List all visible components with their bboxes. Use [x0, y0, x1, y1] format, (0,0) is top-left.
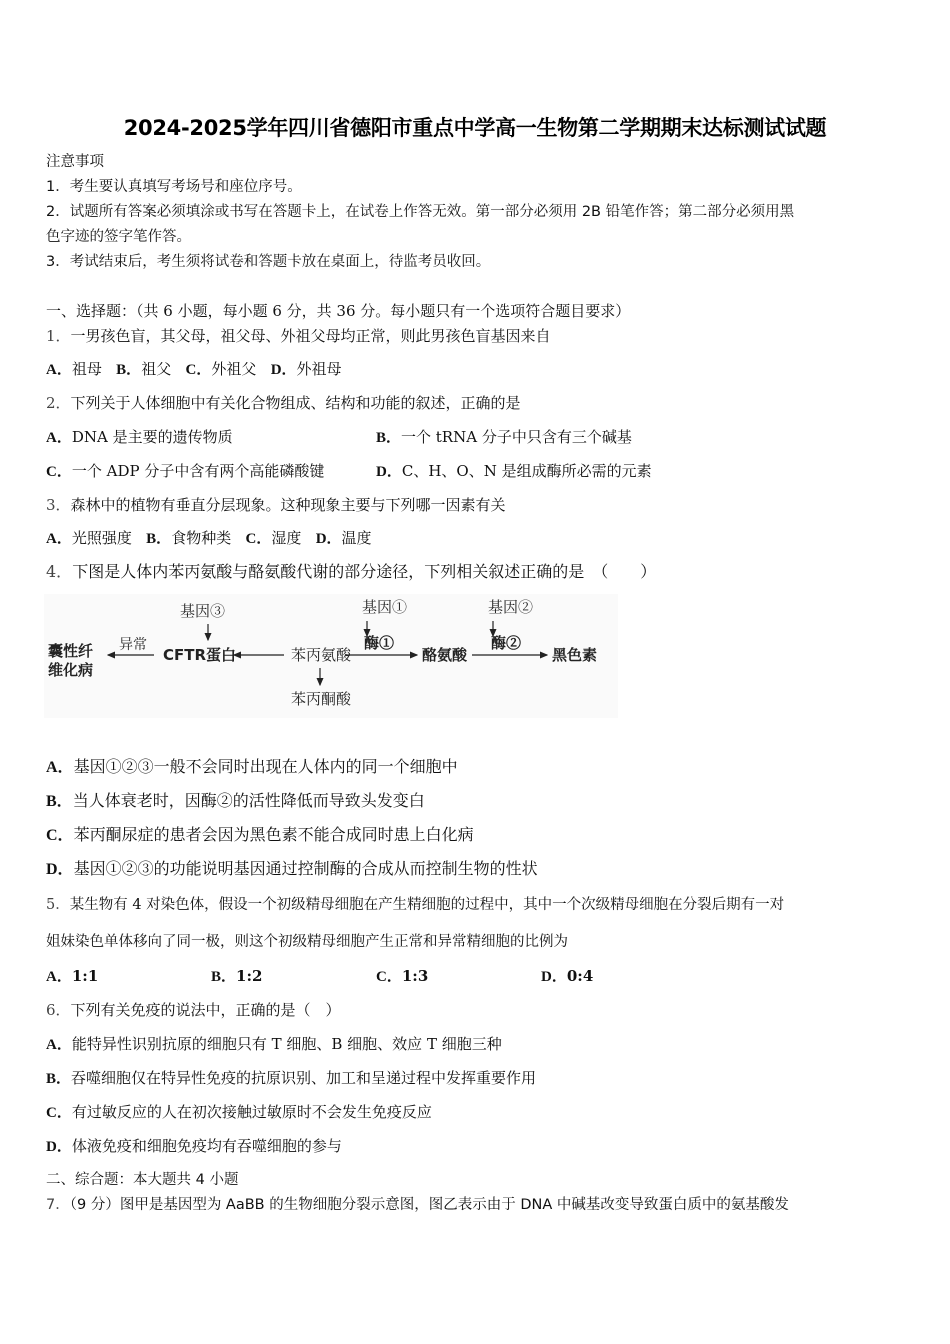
option-b: B．食物种类: [146, 529, 232, 547]
gene-2-label: 基因②: [488, 598, 534, 616]
notice-item-3: 3．考试结束后，考生须将试卷和答题卡放在桌面上，待监考员收回。: [46, 254, 491, 270]
question-5-option-a: A．1:1: [46, 967, 99, 985]
disease-label-line1: 囊性纤: [48, 642, 94, 660]
question-number: 3．: [46, 496, 71, 514]
option-c: C．外祖父: [185, 360, 257, 378]
notice-item-2-cont: 色字迹的签字笔作答。: [46, 229, 191, 245]
section-1-heading: 一、选择题：（共 6 小题，每小题 6 分，共 36 分。每小题只有一个选项符合题目要求）: [46, 302, 631, 320]
question-6-option-d: D．体液免疫和细胞免疫均有吞噬细胞的参与: [46, 1137, 342, 1155]
page-title: 2024-2025学年四川省德阳市重点中学高一生物第二学期期末达标测试试题: [123, 116, 827, 140]
notice-item-1: 1．考生要认真填写考场号和座位序号。: [46, 179, 302, 195]
enzyme-2-label: 酶②: [491, 634, 522, 652]
question-3-stem: [46, 495, 506, 515]
enzyme-1-label: 酶①: [364, 634, 395, 652]
metabolic-pathway-diagram: [44, 594, 618, 718]
question-5-stem-line2: 姐妹染色单体移向了同一极，则这个初级精母细胞产生正常和异常精细胞的比例为: [46, 934, 568, 950]
question-6-option-c: C．有过敏反应的人在初次接触过敏原时不会发生免疫反应: [46, 1103, 432, 1121]
question-4-option-a: A．基因①②③一般不会同时出现在人体内的同一个细胞中: [46, 757, 458, 776]
question-4-option-d: D．基因①②③的功能说明基因通过控制酶的合成从而控制生物的性状: [46, 859, 538, 878]
question-text: 森林中的植物有垂直分层现象。这种现象主要与下列哪一因素有关: [70, 496, 506, 514]
question-number: 1．: [46, 327, 71, 345]
question-number: 2．: [46, 394, 71, 412]
question-5-stem-line1: [46, 895, 784, 915]
abnormal-label: 异常: [119, 637, 147, 653]
option-b: B．祖父: [116, 360, 172, 378]
option-d: D．温度: [315, 529, 372, 547]
phenylpyruvic-acid-label: 苯丙酮酸: [291, 690, 352, 708]
question-text: 一男孩色盲，其父母，祖父母、外祖父母均正常，则此男孩色盲基因来自: [70, 327, 551, 345]
option-d: D．外祖母: [270, 360, 342, 378]
question-7-stem: [46, 1195, 789, 1215]
question-2-stem: [46, 393, 521, 413]
question-6-option-a: A．能特异性识别抗原的细胞只有 T 细胞、B 细胞、效应 T 细胞三种: [46, 1035, 502, 1053]
question-4-option-b: B．当人体衰老时，因酶②的活性降低而导致头发变白: [46, 791, 425, 810]
question-4-option-c: C．苯丙酮尿症的患者会因为黑色素不能合成同时患上白化病: [46, 825, 474, 844]
option-a: A．祖母: [46, 360, 102, 378]
question-number: 6．: [46, 1001, 71, 1019]
section-2-heading: 二、综合题：本大题共 4 小题: [46, 1172, 239, 1188]
question-text: 下图是人体内苯丙氨酸与酪氨酸代谢的部分途径，下列相关叙述正确的是 （ ）: [72, 562, 657, 581]
option-a: A．光照强度: [46, 529, 132, 547]
question-6-option-b: B．吞噬细胞仅在特异性免疫的抗原识别、加工和呈递过程中发挥重要作用: [46, 1069, 537, 1087]
question-number: 7．: [46, 1197, 70, 1213]
question-number: 4．: [46, 562, 73, 581]
question-text: 下列有关免疫的说法中，正确的是（ ）: [70, 1001, 341, 1019]
question-2-option-b: B．一个 tRNA 分子中只含有三个碱基: [376, 428, 632, 446]
question-2-option-d: D．C、H、O、N 是组成酶所必需的元素: [376, 462, 652, 480]
question-number: 5．: [46, 897, 70, 913]
question-1-stem: [46, 326, 551, 346]
question-text: 某生物有 4 对染色体，假设一个初级精母细胞在产生精细胞的过程中，其中一个次级精母细胞在分裂后期有一对: [69, 897, 785, 913]
question-6-stem: [46, 1000, 341, 1020]
option-c: C．湿度: [245, 529, 302, 547]
question-5-option-d: D．0:4: [541, 967, 594, 985]
question-2-option-c: C．一个 ADP 分子中含有两个高能磷酸键: [46, 462, 325, 480]
tyrosine-label: 酪氨酸: [422, 646, 468, 664]
question-3-options: [46, 528, 372, 549]
gene-1-label: 基因①: [362, 598, 408, 616]
question-2-option-a: A．DNA 是主要的遗传物质: [46, 428, 233, 446]
disease-label-line2: 维化病: [48, 661, 94, 679]
phenylalanine-label: 苯丙氨酸: [291, 646, 352, 664]
notice-heading: 注意事项: [46, 154, 104, 170]
melanin-label: 黑色素: [552, 646, 598, 664]
cftr-protein-label: CFTR蛋白: [163, 646, 237, 664]
question-text: 下列关于人体细胞中有关化合物组成、结构和功能的叙述，正确的是: [70, 394, 521, 412]
question-5-option-b: B．1:2: [211, 967, 263, 985]
question-5-option-c: C．1:3: [376, 967, 429, 985]
question-1-options: [46, 359, 342, 380]
question-text: （9 分）图甲是基因型为 AaBB 的生物细胞分裂示意图，图乙表示由于 DNA 中碱基改变导致蛋白质中的氨基酸发: [69, 1197, 789, 1213]
notice-item-2: 2．试题所有答案必须填涂或书写在答题卡上，在试卷上作答无效。第一部分必须用 2B 铅笔作答；第二部分必须用黑: [46, 204, 795, 220]
gene-3-label: 基因③: [180, 602, 226, 620]
question-4-stem: [46, 562, 656, 582]
